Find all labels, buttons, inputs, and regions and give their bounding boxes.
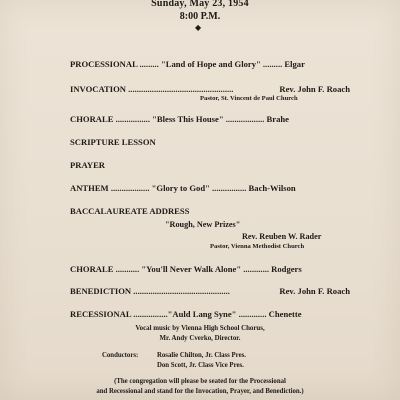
address-speaker-title: Pastor, Vienna Methodist Church bbox=[210, 243, 305, 250]
chorale-line-1: CHORALE ................ "Bless This House" .................. Brahe bbox=[70, 114, 289, 124]
event-date: Sunday, May 23, 1954 bbox=[151, 0, 249, 9]
congregation-note-line-1: (The congregation will please be seated for the Processional bbox=[114, 378, 286, 385]
address-speaker: Rev. Reuben W. Rader bbox=[242, 232, 322, 241]
anthem-line: ANTHEM .................. "Glory to God" ................ Bach-Wilson bbox=[70, 183, 296, 193]
vocal-credit-line-2: Mr. Andy Cverko, Director. bbox=[159, 335, 241, 342]
recessional-line: RECESSIONAL ................"Auld Lang Syne" ............. Chenette bbox=[70, 309, 302, 319]
processional-line: PROCESSIONAL ......... "Land of Hope and Glory" ......... Elgar bbox=[70, 59, 305, 69]
invocation-line bbox=[70, 84, 350, 94]
conductor-1: Rosalie Chilton, Jr. Class Pres. bbox=[157, 352, 246, 359]
event-time: 8:00 P.M. bbox=[179, 11, 221, 22]
vocal-credit-line-1: Vocal music by Vienna High School Chorus, bbox=[135, 325, 265, 332]
scripture-lesson-line: SCRIPTURE LESSON bbox=[70, 137, 156, 147]
benediction-label: BENEDICTION ............................................. bbox=[70, 286, 230, 296]
chorale-line-2: CHORALE ........... "You'll Never Walk Alone" ............ Rodgers bbox=[70, 264, 302, 274]
benediction-line bbox=[70, 286, 350, 296]
congregation-note-line-2: and Recessional and stand for the Invocation, Prayer, and Benediction.) bbox=[96, 388, 304, 395]
address-title: "Rough, New Prizes" bbox=[165, 220, 241, 229]
conductor-2: Don Scott, Jr. Class Vice Pres. bbox=[157, 362, 244, 369]
conductors-label: Conductors: bbox=[102, 352, 139, 359]
baccalaureate-address-line: BACCALAUREATE ADDRESS bbox=[70, 206, 190, 216]
benediction-officiant: Rev. John F. Roach bbox=[279, 286, 350, 296]
prayer-line: PRAYER bbox=[70, 160, 106, 170]
invocation-officiant-title: Pastor, St. Vincent de Paul Church bbox=[200, 95, 298, 102]
invocation-label: INVOCATION ................................................. bbox=[70, 84, 234, 94]
diamond-ornament-icon: ◆ bbox=[195, 23, 202, 32]
invocation-officiant: Rev. John F. Roach bbox=[279, 84, 350, 94]
